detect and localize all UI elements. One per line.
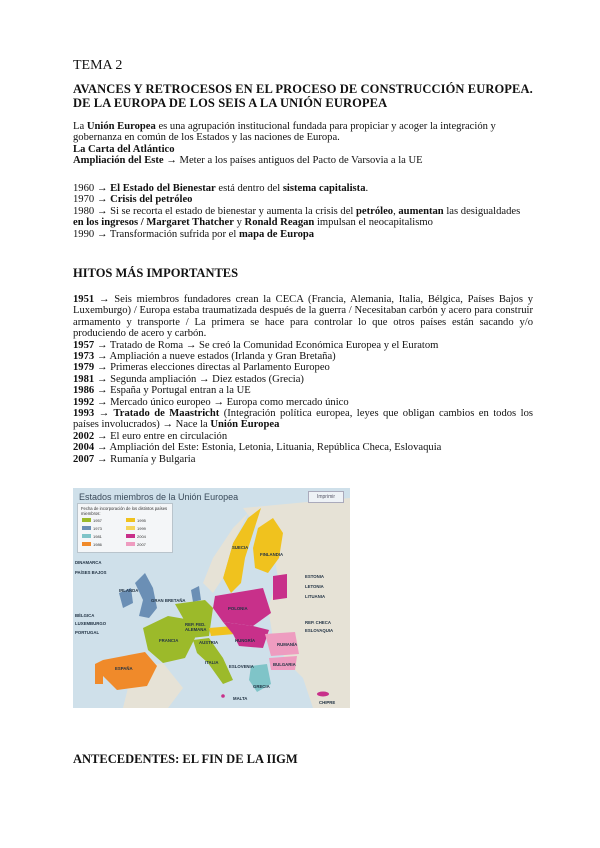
- hito-1986: 1986 → España y Portugal entran a la UE: [73, 385, 251, 397]
- label-hungria: HUNGRÍA: [235, 638, 256, 643]
- label-portugal: PORTUGAL: [75, 630, 100, 635]
- hito-2002: 2002 → El euro entre en circulación: [73, 430, 228, 442]
- label-eslovenia: ESLOVENIA: [229, 664, 254, 669]
- hito-1979: 1979 → Primeras elecciones directas al Parlamento Europeo: [73, 362, 330, 374]
- hito-1951: 1951 → Seis miembros fundadores crean la CECA (Francia, Alemania, Italia, Bélgica, Países Bajos y Luxemburgo) / Europa estaba traumatizada después de la guerra / Necesitaban carbón y acero para construir armamento y transporte / La primera se hace para controlar lo que otros países están sacando y/o produciendo de acero y carbón.: [73, 294, 533, 340]
- label-alemania: REP. FED. ALEMANA: [185, 622, 207, 632]
- legend-swatch-1995: [126, 518, 135, 522]
- legend-swatch-1981: [82, 534, 91, 538]
- timeline-block: [73, 183, 520, 240]
- legend-swatch-1999: [126, 526, 135, 530]
- label-paises-bajos: PAÍSES BAJOS: [75, 570, 107, 575]
- malta-shape: [221, 694, 225, 698]
- legend-swatch-2007: [126, 542, 135, 546]
- carta-atlantico: La Carta del Atlántico: [73, 143, 175, 155]
- label-rep-checa: REP. CHECA: [305, 620, 331, 625]
- map-title: Estados miembros de la Unión Europea: [79, 492, 239, 502]
- map-legend: [77, 503, 173, 553]
- timeline-1980-cont: en los ingresos / Margaret Thatcher y Ronald Reagan impulsan el neocapitalismo: [73, 217, 433, 229]
- timeline-1960: 1960 → El Estado del Bienestar está dentro del sistema capitalista.: [73, 183, 369, 194]
- label-belgica: BÉLGICA: [75, 613, 95, 618]
- portugal-shape: [95, 660, 103, 684]
- timeline-1990: 1990 → Transformación sufrida por el mapa de Europa: [73, 228, 315, 240]
- label-gran-bretana: GRAN BRETAÑA: [151, 598, 186, 603]
- label-polonia: POLONIA: [228, 606, 248, 611]
- timeline-1970: 1970 → Crisis del petróleo: [73, 194, 193, 206]
- label-italia: ITALIA: [205, 660, 219, 665]
- legend-year-1981: 1981: [93, 534, 102, 539]
- intro-paragraph: La Unión Europea es una agrupación institucional fundada para propiciar y acoger la integración y gobernanza en común de los Estados y las naciones de Europa.: [73, 121, 496, 144]
- main-title-line-1: AVANCES Y RETROCESOS EN EL PROCESO DE CONSTRUCCIÓN EUROPEA.: [73, 82, 533, 96]
- legend-year-1995: 1995: [137, 518, 146, 523]
- hito-1993: 1993 → Tratado de Maastricht (Integración política europea, leyes que obligan cambios en todos los países involucrados) → Nace la Unión Europea: [73, 408, 533, 431]
- main-title: [73, 82, 533, 110]
- legend-year-1999: 1999: [137, 526, 146, 531]
- label-lituania: LITUANIA: [305, 594, 326, 599]
- legend-swatch-1957: [82, 518, 91, 522]
- label-dinamarca: DINAMARCA: [75, 560, 102, 565]
- tema-heading: TEMA 2: [73, 58, 123, 73]
- label-bulgaria: BULGARIA: [273, 662, 296, 667]
- label-espana: ESPAÑA: [115, 666, 133, 671]
- intro-block: [73, 121, 533, 167]
- label-estonia: ESTONIA: [305, 574, 325, 579]
- label-letonia: LETONIA: [305, 584, 324, 589]
- hito-2004: 2004 → Ampliación del Este: Estonia, Letonia, Lituania, República Checa, Eslovaquia: [73, 442, 442, 454]
- eu-members-map: [73, 488, 350, 708]
- baltics-shape: [273, 574, 287, 600]
- legend-year-2007: 2007: [137, 542, 146, 547]
- hitos-block: [73, 294, 533, 465]
- label-grecia: GRECIA: [253, 684, 270, 689]
- legend-year-2004: 2004: [137, 534, 146, 539]
- label-suecia: SUECIA: [232, 545, 249, 550]
- hito-2007: 2007 → Rumanía y Bulgaria: [73, 453, 196, 465]
- legend-title: Fecha de incorporación de los distintos países miembros:: [81, 506, 168, 516]
- main-title-line-2: DE LA EUROPA DE LOS SEIS A LA UNIÓN EUROPEA: [73, 96, 388, 110]
- hito-1973: 1973 → Ampliación a nueve estados (Irlanda y Gran Bretaña): [73, 351, 336, 363]
- label-eslovaquia: ESLOVAQUIA: [305, 628, 334, 633]
- cyprus-shape: [317, 692, 329, 697]
- legend-year-1957: 1957: [93, 518, 102, 523]
- label-finlandia: FINLANDIA: [260, 552, 284, 557]
- antecedentes-heading: ANTECEDENTES: EL FIN DE LA IIGM: [73, 752, 298, 766]
- label-francia: FRANCIA: [159, 638, 179, 643]
- hitos-heading: HITOS MÁS IMPORTANTES: [73, 266, 239, 280]
- legend-swatch-1973: [82, 526, 91, 530]
- label-irlanda: IRLANDA: [119, 588, 139, 593]
- label-luxemburgo: LUXEMBURGO: [75, 621, 107, 626]
- legend-year-1973: 1973: [93, 526, 102, 531]
- hito-1981: 1981 → Segunda ampliación → Diez estados (Grecia): [73, 373, 304, 385]
- label-malta: MALTA: [233, 696, 248, 701]
- label-rumania: RUMANÍA: [277, 642, 298, 647]
- print-button[interactable]: Imprimir: [308, 491, 344, 503]
- timeline-1980: 1980 → Si se recorta el estado de bienestar y aumenta la crisis del petróleo, aumentan las desigualdades: [73, 205, 521, 217]
- label-chipre: CHIPRE: [319, 700, 336, 705]
- legend-swatch-2004: [126, 534, 135, 538]
- label-austria: AUSTRIA: [199, 640, 219, 645]
- legend-swatch-1986: [82, 542, 91, 546]
- hito-1992: 1992 → Mercado único europeo → Europa como mercado único: [73, 396, 349, 408]
- hito-1957: 1957 → Tratado de Roma → Se creó la Comunidad Económica Europea y el Euratom: [73, 339, 439, 351]
- ampliacion-este: Ampliación del Este → Meter a los países antiguos del Pacto de Varsovia a la UE: [73, 155, 423, 167]
- legend-year-1986: 1986: [93, 542, 102, 547]
